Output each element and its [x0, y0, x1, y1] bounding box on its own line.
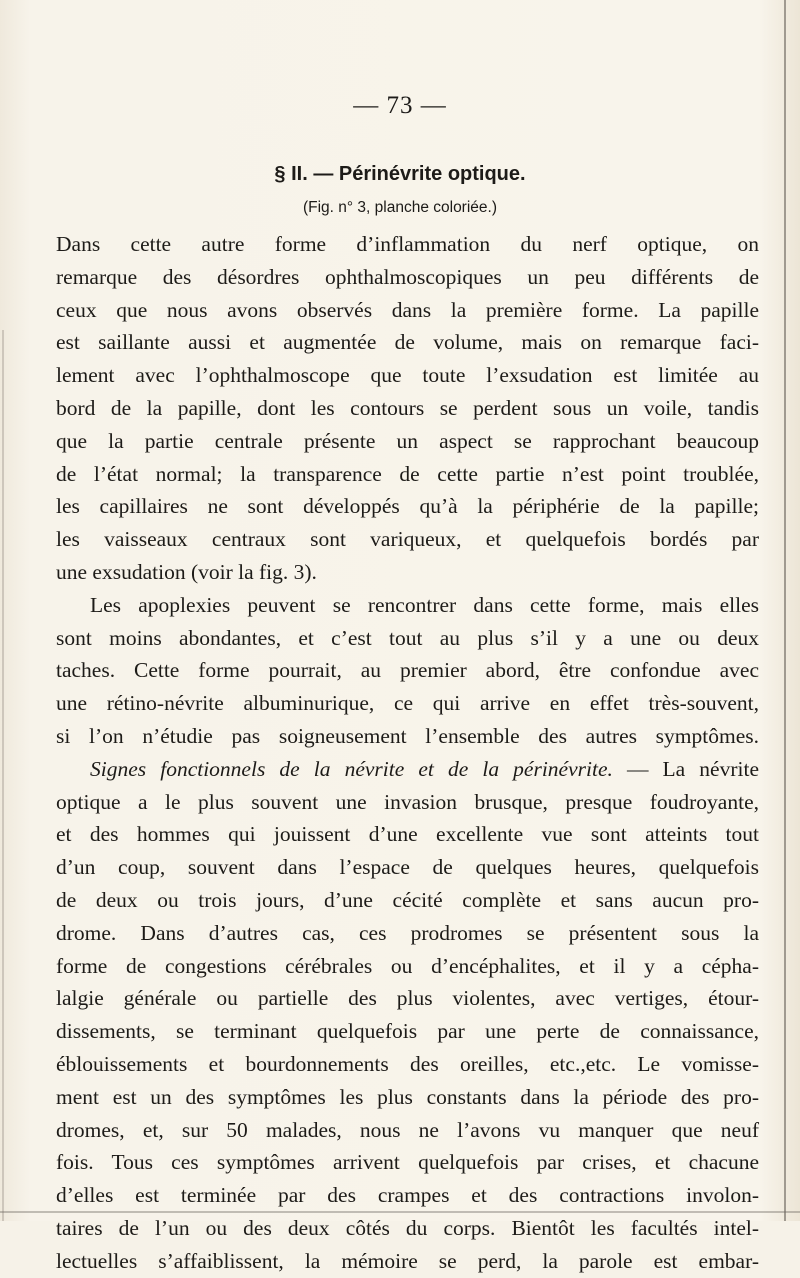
text-line: d’elles est terminée par des crampes et des contractions involon- — [56, 1183, 759, 1208]
text-line: ceux que nous avons observés dans la première forme. La papille — [56, 297, 759, 322]
text-line: Les apoplexies peuvent se rencontrer dans cette forme, mais elles — [90, 592, 759, 617]
text-line: taches. Cette forme pourrait, au premier abord, être confondue avec — [56, 658, 759, 683]
text-line: une exsudation (voir la fig. 3). — [56, 559, 317, 584]
text-line: éblouissements et bourdonnements des oreilles, etc.,etc. Le vomisse- — [56, 1051, 759, 1076]
page-edge-left — [2, 330, 4, 1221]
text-line: optique a le plus souvent une invasion brusque, presque foudroyante, — [56, 789, 759, 814]
text-line: les capillaires ne sont développés qu’à la périphérie de la papille; — [56, 494, 759, 519]
text-line: dissements, se terminant quelquefois par une perte de connaissance, — [56, 1019, 759, 1044]
text-line: une rétino-névrite albuminurique, ce qui arrive en effet très-souvent, — [56, 691, 759, 716]
text-line: de l’état normal; la transparence de cette partie n’est point troublée, — [56, 461, 759, 486]
figure-caption: (Fig. n° 3, planche coloriée.) — [302, 199, 497, 216]
text-line: remarque des désordres ophthalmoscopiques un peu différents de — [56, 264, 759, 289]
text-line: fois. Tous ces symptômes arrivent quelquefois par crises, et chacune — [56, 1150, 759, 1175]
section-heading: § II. — Périnévrite optique. — [274, 163, 526, 185]
text-line: les vaisseaux centraux sont variqueux, et quelquefois bordés par — [56, 527, 759, 552]
text-line: sont moins abondantes, et c’est tout au plus s’il y a une ou deux — [56, 625, 759, 650]
text-line: ment est un des symptômes les plus constants dans la période des pro- — [56, 1084, 759, 1109]
text-line: que la partie centrale présente un aspect se rapprochant beaucoup — [56, 428, 759, 453]
text-line: forme de congestions cérébrales ou d’encéphalites, et il y a cépha- — [56, 953, 759, 978]
italic-run-in-heading: Signes fonctionnels de la névrite et de la périnévrite. — [90, 756, 613, 781]
text-line: est saillante aussi et augmentée de volume, mais on remarque faci- — [56, 330, 759, 355]
page-number: — 73 — — [353, 92, 447, 119]
text-line: bord de la papille, dont les contours se perdent sous un voile, tandis — [56, 395, 759, 420]
text-line: et des hommes qui jouissent d’une excellente vue sont atteints tout — [56, 822, 759, 847]
text-line: si l’on n’étudie pas soigneusement l’ensemble des autres symptômes. — [56, 723, 759, 748]
text-line: taires de l’un ou des deux côtés du corps. Bientôt les facultés intel- — [56, 1215, 759, 1240]
text-line: lement avec l’ophthalmoscope que toute l’exsudation est limitée au — [56, 363, 759, 388]
text-line-with-italic-heading — [56, 753, 759, 786]
text-line: drome. Dans d’autres cas, ces prodromes se présentent sous la — [56, 920, 759, 945]
text-line: Dans cette autre forme d’inflammation du nerf optique, on — [56, 232, 759, 256]
text-line: de deux ou trois jours, d’une cécité complète et sans aucun pro- — [56, 887, 759, 912]
text-line-suffix: — La névrite — [612, 756, 760, 781]
body-text — [56, 228, 759, 1278]
text-line: d’un coup, souvent dans l’espace de quelques heures, quelquefois — [56, 855, 759, 880]
text-line: lalgie générale ou partielle des plus violentes, avec vertiges, étour- — [56, 986, 759, 1011]
text-line: lectuelles s’affaiblissent, la mémoire se perd, la parole est embar- — [56, 1248, 759, 1273]
text-line: dromes, et, sur 50 malades, nous ne l’avons vu manquer que neuf — [56, 1117, 759, 1142]
